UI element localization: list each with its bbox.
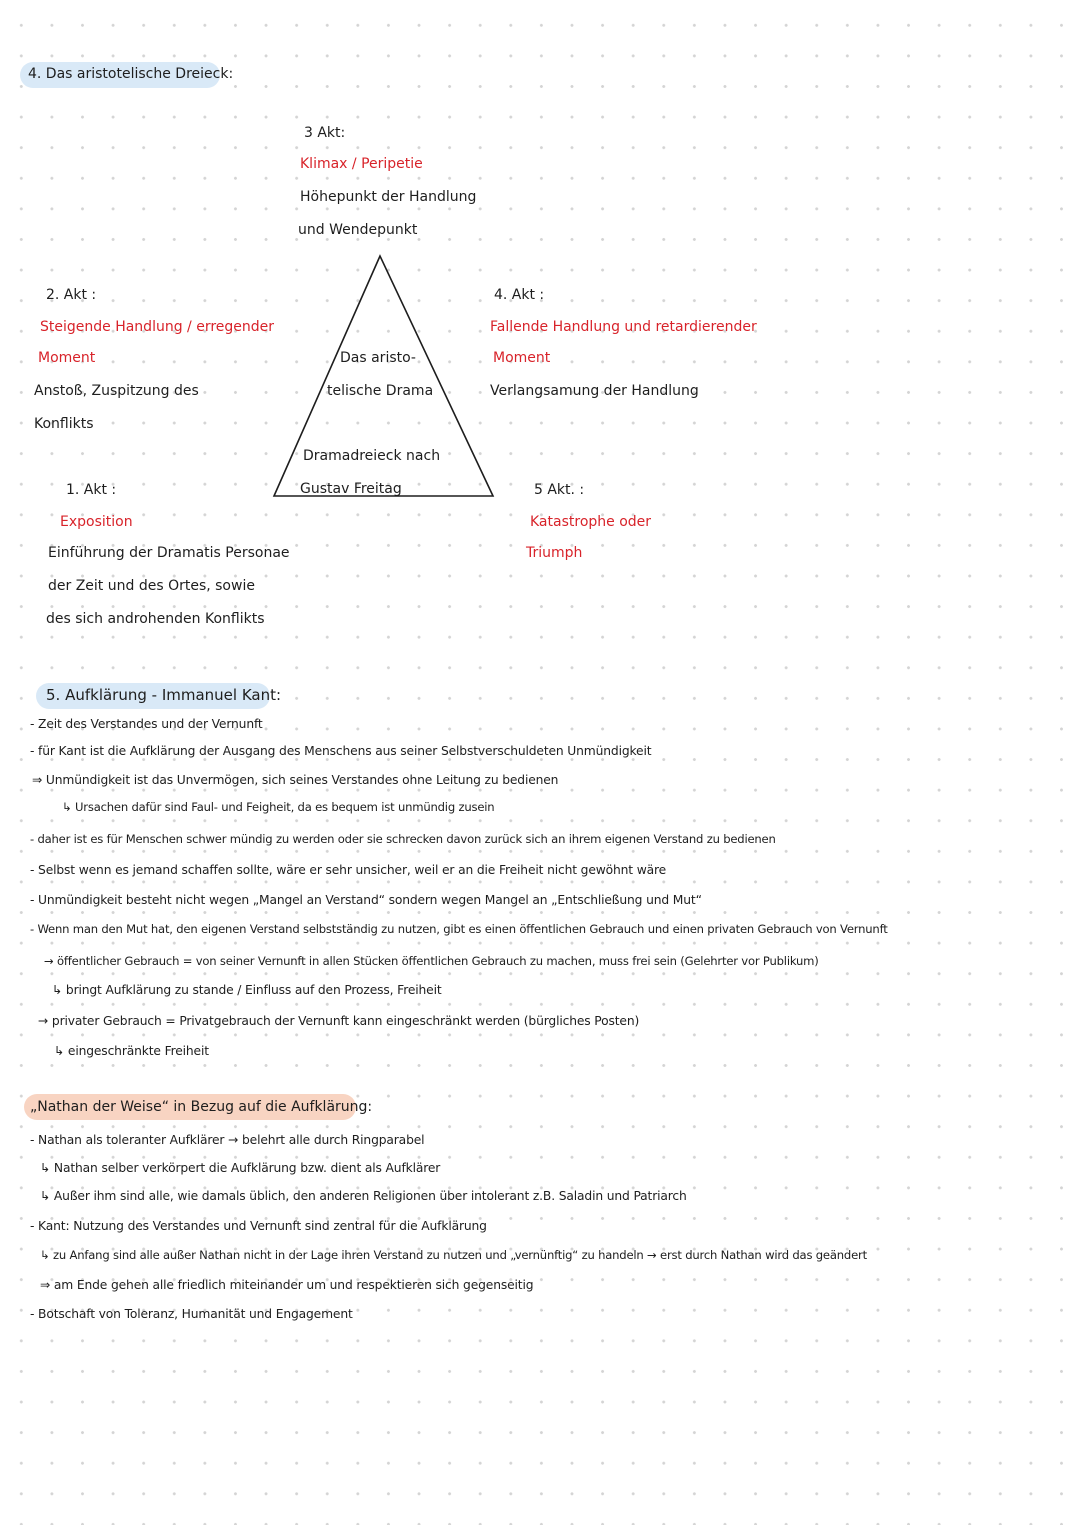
kant-line-4: ↳ Ursachen dafür sind Faul- und Feigheit, da es bequem ist unmündig zusein (62, 800, 495, 814)
triangle-center-line-4: Gustav Freitag (300, 481, 402, 497)
act3-desc-2: und Wendepunkt (298, 222, 418, 238)
act3-desc-1: Höhepunkt der Handlung (300, 189, 477, 205)
kant-line-8: - Wenn man den Mut hat, den eigenen Verstand selbstständig zu nutzen, gibt es einen öffentlichen Gebrauch und einen privaten Gebrauch von Vernunft (30, 922, 888, 936)
act2-term-2: Moment (38, 350, 96, 366)
nathan-line-4: - Kant: Nutzung des Verstandes und Vernunft sind zentral für die Aufklärung (30, 1219, 487, 1233)
act1-desc-2: der Zeit und des Ortes, sowie (48, 578, 255, 594)
act1-desc-3: des sich androhenden Konflikts (46, 611, 265, 627)
triangle-center-line-1: Das aristo- (340, 350, 416, 366)
nathan-heading: „Nathan der Weise“ in Bezug auf die Aufklärung: (30, 1099, 373, 1115)
nathan-line-2: ↳ Nathan selber verkörpert die Aufklärung bzw. dient als Aufklärer (40, 1161, 441, 1175)
act1-label: 1. Akt : (66, 482, 117, 498)
act4-desc-1: Verlangsamung der Handlung (490, 383, 699, 399)
kant-line-12: ↳ eingeschränkte Freiheit (54, 1044, 209, 1058)
kant-line-1: - Zeit des Verstandes und der Vernunft (30, 717, 263, 731)
triangle-center-line-3: Dramadreieck nach (303, 448, 441, 464)
section-5-heading: 5. Aufklärung - Immanuel Kant: (46, 686, 282, 704)
act1-desc-1: Einführung der Dramatis Personae (48, 545, 290, 561)
kant-line-7: - Unmündigkeit besteht nicht wegen „Mangel an Verstand“ sondern wegen Mangel an „Entschließung und Mut“ (30, 893, 702, 907)
kant-line-3: ⇒ Unmündigkeit ist das Unvermögen, sich seines Verstandes ohne Leitung zu bedienen (32, 773, 559, 787)
nathan-line-3: ↳ Außer ihm sind alle, wie damals üblich, den anderen Religionen über intolerant z.B. Saladin und Patriarch (40, 1189, 687, 1203)
act1-term: Exposition (60, 514, 133, 530)
triangle-center-line-2: telische Drama (327, 383, 434, 399)
nathan-line-6: ⇒ am Ende gehen alle friedlich miteinander um und respektieren sich gegenseitig (40, 1278, 534, 1292)
act2-label: 2. Akt : (46, 287, 97, 303)
kant-line-10: ↳ bringt Aufklärung zu stande / Einfluss auf den Prozess, Freiheit (52, 983, 442, 997)
act3-term: Klimax / Peripetie (300, 156, 423, 172)
nathan-line-1: - Nathan als toleranter Aufklärer → belehrt alle durch Ringparabel (30, 1133, 425, 1147)
act4-term-2: Moment (493, 350, 551, 366)
act2-term-1: Steigende Handlung / erregender (40, 319, 275, 335)
act5-term-2: Triumph (526, 545, 583, 561)
kant-line-5: - daher ist es für Menschen schwer mündig zu werden oder sie schrecken davon zurück sich an ihrem eigenen Verstand zu bedienen (30, 832, 776, 846)
act5-label: 5 Akt. : (534, 482, 585, 498)
kant-line-11: → privater Gebrauch = Privatgebrauch der Vernunft kann eingeschränkt werden (bürgliches Posten) (38, 1014, 640, 1028)
act2-desc-2: Konflikts (34, 416, 94, 432)
act4-term-1: Fallende Handlung und retardierender (490, 319, 757, 335)
kant-line-2: - für Kant ist die Aufklärung der Ausgang des Menschens aus seiner Selbstverschuldeten Unmündigkeit (30, 744, 652, 758)
act3-label: 3 Akt: (304, 125, 346, 141)
section-4-heading: 4. Das aristotelische Dreieck: (28, 66, 234, 82)
act5-term-1: Katastrophe oder (530, 514, 652, 530)
nathan-line-7: - Botschaft von Toleranz, Humanität und Engagement (30, 1307, 353, 1321)
act2-desc-1: Anstoß, Zuspitzung des (34, 383, 199, 399)
nathan-line-5: ↳ zu Anfang sind alle außer Nathan nicht in der Lage ihren Verstand zu nutzen und „vernünftig“ zu handeln → erst durch Nathan wird das geändert (40, 1248, 867, 1262)
kant-line-9: → öffentlicher Gebrauch = von seiner Vernunft in allen Stücken öffentlichen Gebrauch zu machen, muss frei sein (Gelehrter vor Publikum) (44, 954, 819, 968)
act4-label: 4. Akt : (494, 287, 545, 303)
kant-line-6: - Selbst wenn es jemand schaffen sollte, wäre er sehr unsicher, weil er an die Freiheit nicht gewöhnt wäre (30, 863, 667, 877)
